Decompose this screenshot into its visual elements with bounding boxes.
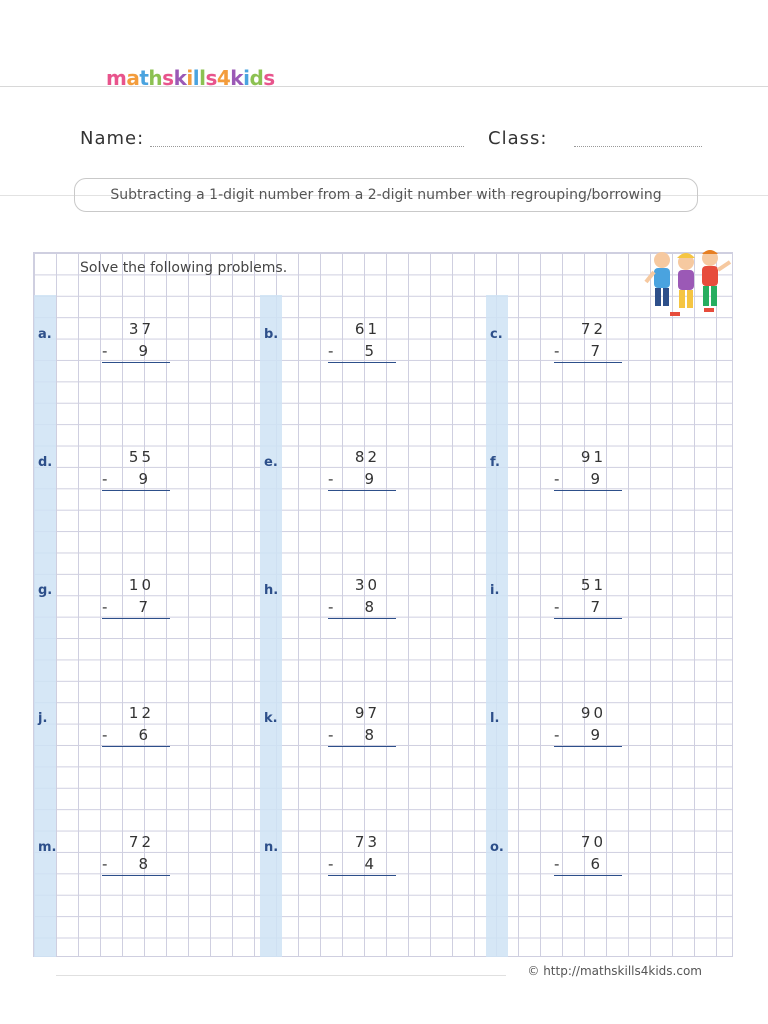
minuend: 72 — [128, 833, 154, 851]
minus-sign: - — [328, 470, 334, 488]
logo-letter: 4 — [216, 66, 231, 90]
logo-letter: i — [186, 66, 193, 90]
minus-sign: - — [328, 855, 334, 873]
answer-rule — [554, 875, 622, 876]
subtraction-problem — [264, 320, 394, 370]
problem-letter: j. — [38, 711, 48, 726]
minus-sign: - — [554, 470, 560, 488]
class-line — [574, 146, 702, 147]
subtrahend: 8 — [138, 855, 148, 873]
problem-letter: e. — [264, 455, 278, 470]
minuend: 72 — [580, 320, 606, 338]
subtraction-problem — [38, 320, 168, 370]
subtrahend: 9 — [590, 726, 600, 744]
answer-rule — [554, 618, 622, 619]
minuend: 12 — [128, 704, 154, 722]
minus-sign: - — [328, 726, 334, 744]
problem-letter: b. — [264, 327, 279, 342]
minuend: 55 — [128, 448, 154, 466]
subtrahend: 8 — [364, 598, 374, 616]
kids-illustration-icon — [644, 246, 736, 330]
footer-copyright: © http://mathskills4kids.com — [527, 964, 702, 978]
answer-rule — [328, 875, 396, 876]
minus-sign: - — [328, 342, 334, 360]
logo-letter: a — [126, 66, 140, 90]
name-line — [150, 146, 464, 147]
minus-sign: - — [554, 342, 560, 360]
bottom-divider — [56, 975, 506, 976]
problem-letter: i. — [490, 583, 500, 598]
answer-rule — [328, 746, 396, 747]
subtrahend: 4 — [364, 855, 374, 873]
subtraction-problem — [490, 448, 620, 498]
answer-rule — [554, 490, 622, 491]
logo-letter: d — [249, 66, 264, 90]
subtraction-problem — [38, 576, 168, 626]
minus-sign: - — [328, 598, 334, 616]
name-label: Name: — [80, 128, 145, 149]
answer-rule — [328, 490, 396, 491]
logo-letter: l — [192, 66, 200, 90]
minus-sign: - — [102, 598, 108, 616]
logo-letter: l — [199, 66, 206, 90]
answer-rule — [328, 618, 396, 619]
problem-letter: l. — [490, 711, 500, 726]
problem-letter: a. — [38, 327, 52, 342]
minuend: 37 — [128, 320, 154, 338]
logo-letter: s — [263, 66, 275, 90]
minus-sign: - — [102, 470, 108, 488]
minuend: 51 — [580, 576, 606, 594]
subtrahend: 8 — [364, 726, 374, 744]
problem-letter: f. — [490, 455, 500, 470]
minuend: 61 — [354, 320, 380, 338]
subtrahend: 9 — [364, 470, 374, 488]
problem-letter: n. — [264, 840, 279, 855]
problem-letter: k. — [264, 711, 278, 726]
answer-rule — [554, 746, 622, 747]
logo-letter: i — [243, 66, 250, 90]
minuend: 82 — [354, 448, 380, 466]
minuend: 30 — [354, 576, 380, 594]
answer-rule — [102, 746, 170, 747]
subtrahend: 7 — [590, 342, 600, 360]
subtrahend: 7 — [138, 598, 148, 616]
subtrahend: 9 — [138, 470, 148, 488]
subtraction-problem — [490, 833, 620, 883]
minus-sign: - — [554, 726, 560, 744]
subtraction-problem — [490, 704, 620, 754]
problem-letter: g. — [38, 583, 53, 598]
answer-rule — [102, 875, 170, 876]
problem-letter: c. — [490, 327, 503, 342]
subtrahend: 7 — [590, 598, 600, 616]
subtraction-problem — [264, 448, 394, 498]
minus-sign: - — [102, 342, 108, 360]
minus-sign: - — [554, 598, 560, 616]
subtraction-problem — [264, 704, 394, 754]
logo-letter: m — [106, 66, 127, 90]
answer-rule — [102, 490, 170, 491]
minus-sign: - — [102, 726, 108, 744]
subtrahend: 5 — [364, 342, 374, 360]
logo-letter: k — [173, 66, 187, 90]
subtrahend: 9 — [590, 470, 600, 488]
instruction-text: Solve the following problems. — [80, 260, 288, 276]
subtraction-problem — [264, 576, 394, 626]
class-label: Class: — [488, 128, 548, 149]
answer-rule — [102, 362, 170, 363]
subtraction-problem — [38, 704, 168, 754]
brand-logo — [106, 66, 275, 90]
minus-sign: - — [102, 855, 108, 873]
subtrahend: 6 — [138, 726, 148, 744]
problem-letter: h. — [264, 583, 279, 598]
logo-letter: k — [230, 66, 244, 90]
minuend: 97 — [354, 704, 380, 722]
answer-rule — [554, 362, 622, 363]
problem-letter: o. — [490, 840, 504, 855]
subtraction-problem — [490, 320, 620, 370]
answer-rule — [328, 362, 396, 363]
subtraction-problem — [264, 833, 394, 883]
subtraction-problem — [490, 576, 620, 626]
answer-rule — [102, 618, 170, 619]
logo-letter: s — [205, 66, 217, 90]
subtrahend: 9 — [138, 342, 148, 360]
minuend: 70 — [580, 833, 606, 851]
topic-title: Subtracting a 1-digit number from a 2-digit number with regrouping/borrowing — [74, 178, 698, 212]
subtraction-problem — [38, 833, 168, 883]
logo-letter: s — [162, 66, 174, 90]
subtraction-problem — [38, 448, 168, 498]
minuend: 91 — [580, 448, 606, 466]
minuend: 73 — [354, 833, 380, 851]
logo-letter: t — [139, 66, 149, 90]
minuend: 90 — [580, 704, 606, 722]
problem-letter: d. — [38, 455, 53, 470]
minuend: 10 — [128, 576, 154, 594]
problem-letter: m. — [38, 840, 57, 855]
logo-letter: h — [148, 66, 163, 90]
subtrahend: 6 — [590, 855, 600, 873]
minus-sign: - — [554, 855, 560, 873]
